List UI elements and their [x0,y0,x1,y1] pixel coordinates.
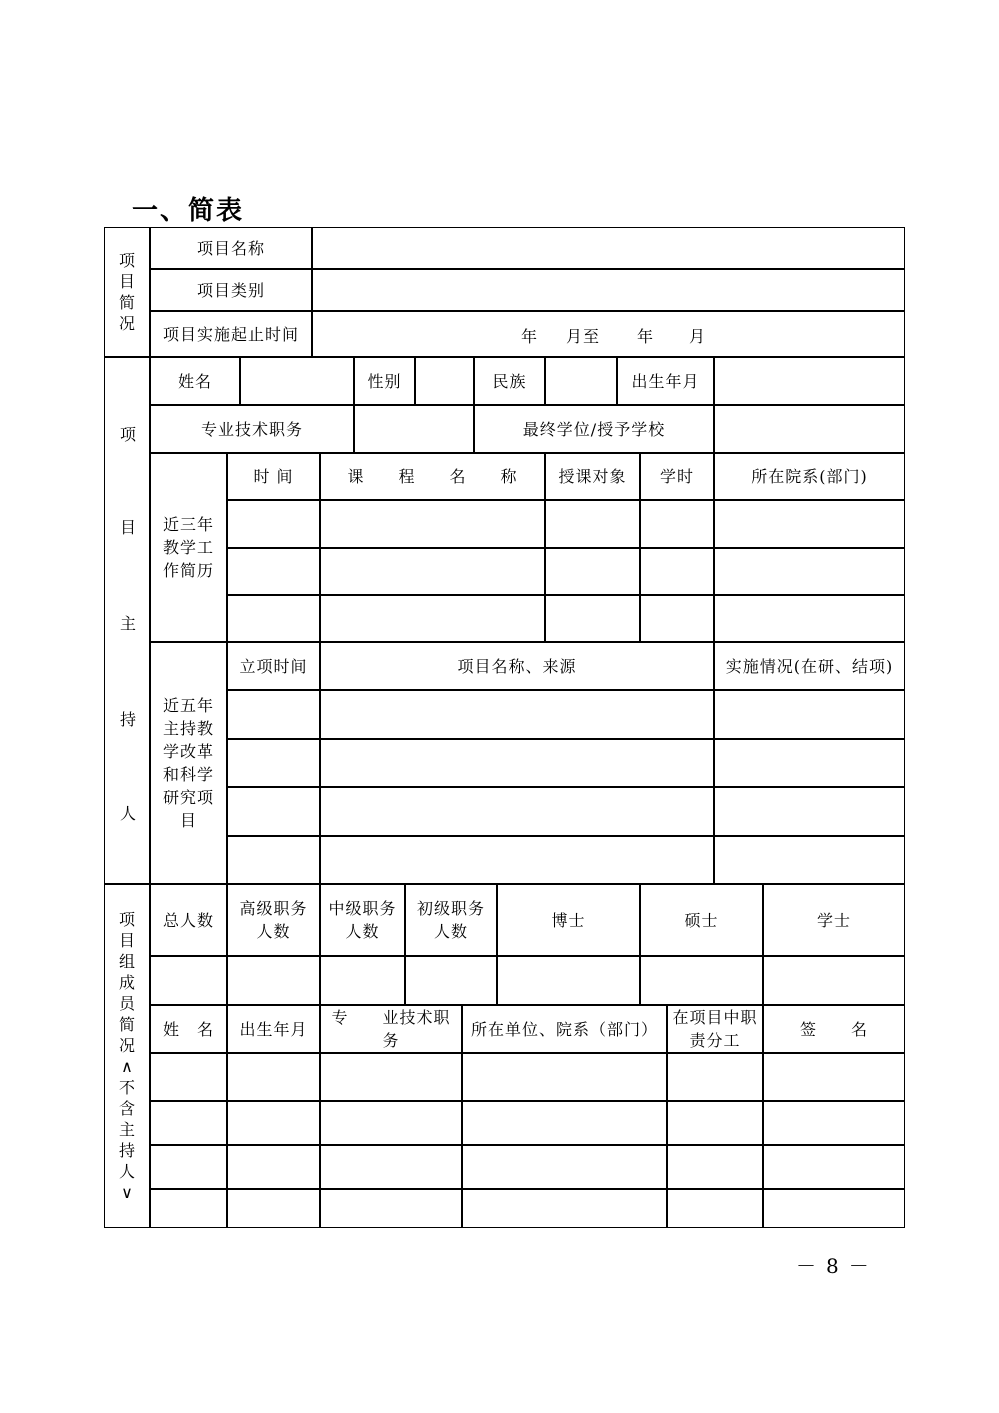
count-cell[interactable] [640,956,763,1005]
count-header: 学士 [763,884,905,956]
leader-ethnicity-field[interactable] [545,357,617,405]
project-period-label: 项目实施起止时间 [150,311,312,357]
member-cell[interactable] [667,1101,763,1145]
leader-name-label: 姓名 [150,357,240,405]
teaching-cell[interactable] [545,595,640,642]
count-header: 硕士 [640,884,763,956]
count-header: 总人数 [150,884,227,956]
teaching-cell[interactable] [640,548,714,595]
teaching-cell[interactable] [320,548,545,595]
member-header: 所在单位、院系（部门） [462,1005,667,1053]
member-cell[interactable] [320,1189,462,1228]
member-cell[interactable] [462,1101,667,1145]
count-header: 高级职务人数 [227,884,320,956]
research-cell[interactable] [714,690,905,739]
count-cell[interactable] [150,956,227,1005]
member-cell[interactable] [462,1145,667,1189]
leader-label-char: 人 [120,804,137,823]
member-cell[interactable] [150,1101,227,1145]
section-label-project-leader [104,357,150,884]
leader-ethnicity-label: 民族 [474,357,545,405]
leader-label-char: 目 [120,518,137,537]
research-cell[interactable] [320,836,714,884]
teaching-header: 所在院系(部门) [714,453,905,500]
project-period-field[interactable] [312,311,905,357]
leader-degree-field[interactable] [714,405,905,453]
count-header: 中级职务人数 [320,884,405,956]
teaching-history-label: 近三年教学工作简历 [150,453,227,642]
member-cell[interactable] [320,1053,462,1101]
research-header: 立项时间 [227,642,320,690]
research-header: 实施情况(在研、结项) [714,642,905,690]
member-cell[interactable] [320,1101,462,1145]
project-name-label: 项目名称 [150,227,312,269]
research-cell[interactable] [714,739,905,787]
teaching-header: 学时 [640,453,714,500]
leader-label-char: 持 [120,710,137,729]
member-header: 姓 名 [150,1005,227,1053]
member-cell[interactable] [462,1189,667,1228]
leader-title-field[interactable] [354,405,474,453]
teaching-cell[interactable] [545,548,640,595]
leader-title-label: 专业技术职务 [150,405,354,453]
teaching-cell[interactable] [227,548,320,595]
research-cell[interactable] [714,787,905,836]
member-cell[interactable] [227,1145,320,1189]
research-cell[interactable] [320,739,714,787]
teaching-cell[interactable] [640,500,714,548]
leader-label-char: 项 [120,425,137,444]
count-cell[interactable] [320,956,405,1005]
member-cell[interactable] [462,1053,667,1101]
teaching-header: 时 间 [227,453,320,500]
leader-birth-label: 出生年月 [617,357,714,405]
research-cell[interactable] [320,690,714,739]
page-title: 一、简表 [132,196,245,226]
research-cell[interactable] [227,739,320,787]
member-header: 签 名 [763,1005,905,1053]
leader-gender-label: 性别 [354,357,415,405]
member-cell[interactable] [667,1145,763,1189]
research-projects-label: 近五年主持教学改革和科学研究项目 [150,642,227,884]
period-month-end: 月 [689,327,707,346]
teaching-cell[interactable] [714,500,905,548]
research-cell[interactable] [227,836,320,884]
research-cell[interactable] [227,690,320,739]
member-header: 出生年月 [227,1005,320,1053]
count-header: 博士 [497,884,640,956]
research-cell[interactable] [227,787,320,836]
project-name-field[interactable] [312,227,905,269]
member-cell[interactable] [763,1189,905,1228]
teaching-header: 课 程 名 称 [320,453,545,500]
member-cell[interactable] [227,1101,320,1145]
teaching-cell[interactable] [545,500,640,548]
teaching-header: 授课对象 [545,453,640,500]
teaching-cell[interactable] [320,500,545,548]
teaching-cell[interactable] [227,500,320,548]
project-type-label: 项目类别 [150,269,312,311]
member-cell[interactable] [227,1053,320,1101]
teaching-cell[interactable] [320,595,545,642]
teaching-cell[interactable] [227,595,320,642]
count-cell[interactable] [497,956,640,1005]
member-cell[interactable] [763,1101,905,1145]
section-label-team-members: 项 目 组 成 员 简 况 ∧ 不 含 主 持 人 ∨ [104,884,150,1228]
project-type-field[interactable] [312,269,905,311]
period-month-start: 月至 [566,327,601,346]
leader-birth-field[interactable] [714,357,905,405]
member-cell[interactable] [667,1189,763,1228]
research-cell[interactable] [320,787,714,836]
teaching-cell[interactable] [714,595,905,642]
member-cell[interactable] [320,1145,462,1189]
leader-name-field[interactable] [240,357,354,405]
count-cell[interactable] [405,956,497,1005]
page-number: －8－ [796,1254,879,1278]
leader-label-char: 主 [120,614,137,633]
member-header: 专 业技术职务 [320,1005,462,1053]
member-cell[interactable] [763,1145,905,1189]
count-cell[interactable] [227,956,320,1005]
member-header: 在项目中职责分工 [667,1005,763,1053]
research-header: 项目名称、来源 [320,642,714,690]
period-year-end: 年 [637,327,655,346]
member-cell[interactable] [227,1189,320,1228]
member-cell[interactable] [763,1053,905,1101]
section-label-project-overview: 项 目 简 况 [104,227,150,357]
teaching-cell[interactable] [714,548,905,595]
teaching-cell[interactable] [640,595,714,642]
member-cell[interactable] [150,1145,227,1189]
period-year-start: 年 [521,327,539,346]
leader-degree-label: 最终学位/授予学校 [474,405,714,453]
count-cell[interactable] [763,956,905,1005]
count-header: 初级职务人数 [405,884,497,956]
member-cell[interactable] [667,1053,763,1101]
leader-gender-field[interactable] [415,357,474,405]
member-cell[interactable] [150,1053,227,1101]
research-cell[interactable] [714,836,905,884]
member-cell[interactable] [150,1189,227,1228]
